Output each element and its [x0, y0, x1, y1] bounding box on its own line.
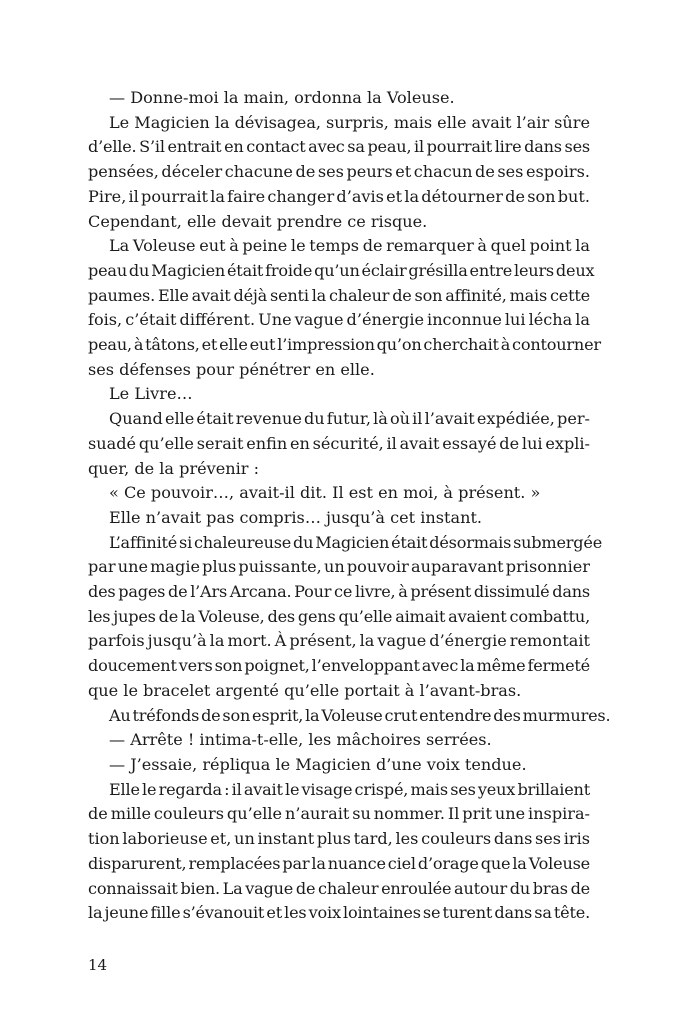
text-line: disparurent, remplacées par la nuance ciel d’orage que la Voleuse [88, 853, 590, 873]
text-line: ses défenses pour pénétrer en elle. [88, 359, 375, 379]
text-line: de mille couleurs qu’elle n’aurait su nommer. Il prit une inspira- [88, 804, 590, 824]
text-line: connaissait bien. La vague de chaleur enroulée autour du bras de [88, 878, 590, 898]
text-line: doucement vers son poignet, l’enveloppant avec la même fermeté [88, 656, 590, 676]
text-line: d’elle. S’il entrait en contact avec sa peau, il pourrait lire dans ses [88, 137, 590, 157]
text-line: la jeune fille s’évanouit et les voix lointaines se turent dans sa tête. [88, 903, 590, 923]
text-line: Au tréfonds de son esprit, la Voleuse crut entendre des murmures. [109, 705, 611, 725]
text-line: « Ce pouvoir…, avait-il dit. Il est en moi, à présent. » [109, 483, 541, 503]
text-line: Quand elle était revenue du futur, là où il l’avait expédiée, per- [109, 409, 590, 429]
text-line: peau, à tâtons, et elle eut l’impression qu’on cherchait à contourner [88, 335, 601, 355]
text-line: paumes. Elle avait déjà senti la chaleur de son affinité, mais cette [88, 285, 590, 305]
text-line: quer, de la prévenir : [88, 458, 260, 478]
text-line: des pages de l’Ars Arcana. Pour ce livre, à présent dissimulé dans [88, 582, 590, 602]
text-line: par une magie plus puissante, un pouvoir auparavant prisonnier [88, 557, 590, 577]
text-line: — Donne-moi la main, ordonna la Voleuse. [109, 88, 455, 107]
text-line: — Arrête ! intima-t-elle, les mâchoires serrées. [109, 730, 492, 750]
text-line: La Voleuse eut à peine le temps de remarquer à quel point la [109, 236, 590, 256]
text-line: fois, c’était différent. Une vague d’énergie inconnue lui lécha la [88, 310, 590, 330]
text-line: Cependant, elle devait prendre ce risque. [88, 211, 428, 231]
text-line: Elle le regarda : il avait le visage crispé, mais ses yeux brillaient [109, 779, 590, 799]
text-line: — J’essaie, répliqua le Magicien d’une voix tendue. [109, 754, 527, 774]
text-line: les jupes de la Voleuse, des gens qu’elle aimait avaient combattu, [88, 606, 590, 626]
text-line: peau du Magicien était froide qu’un éclair grésilla entre leurs deux [88, 260, 595, 280]
text-line: Elle n’avait pas compris… jusqu’à cet instant. [109, 507, 483, 527]
text-line: Le Livre… [109, 384, 193, 404]
text-line: pensées, déceler chacune de ses peurs et chacun de ses espoirs. [88, 162, 590, 182]
page-number: 14 [88, 956, 108, 974]
text-line: Le Magicien la dévisagea, surpris, mais elle avait l’air sûre [109, 112, 590, 132]
text-line: parfois jusqu’à la mort. À présent, la vague d’énergie remontait [88, 631, 590, 651]
body-text [88, 86, 611, 926]
text-line: tion laborieuse et, un instant plus tard, les couleurs dans ses iris [88, 829, 590, 849]
text-line: L’affinité si chaleureuse du Magicien était désormais submergée [109, 532, 603, 552]
text-line: que le bracelet argenté qu’elle portait à l’avant-bras. [88, 680, 522, 700]
text-line: suadé qu’elle serait enfin en sécurité, il avait essayé de lui expli- [88, 433, 590, 453]
text-line: Pire, il pourrait la faire changer d’avis et la détourner de son but. [88, 186, 590, 206]
